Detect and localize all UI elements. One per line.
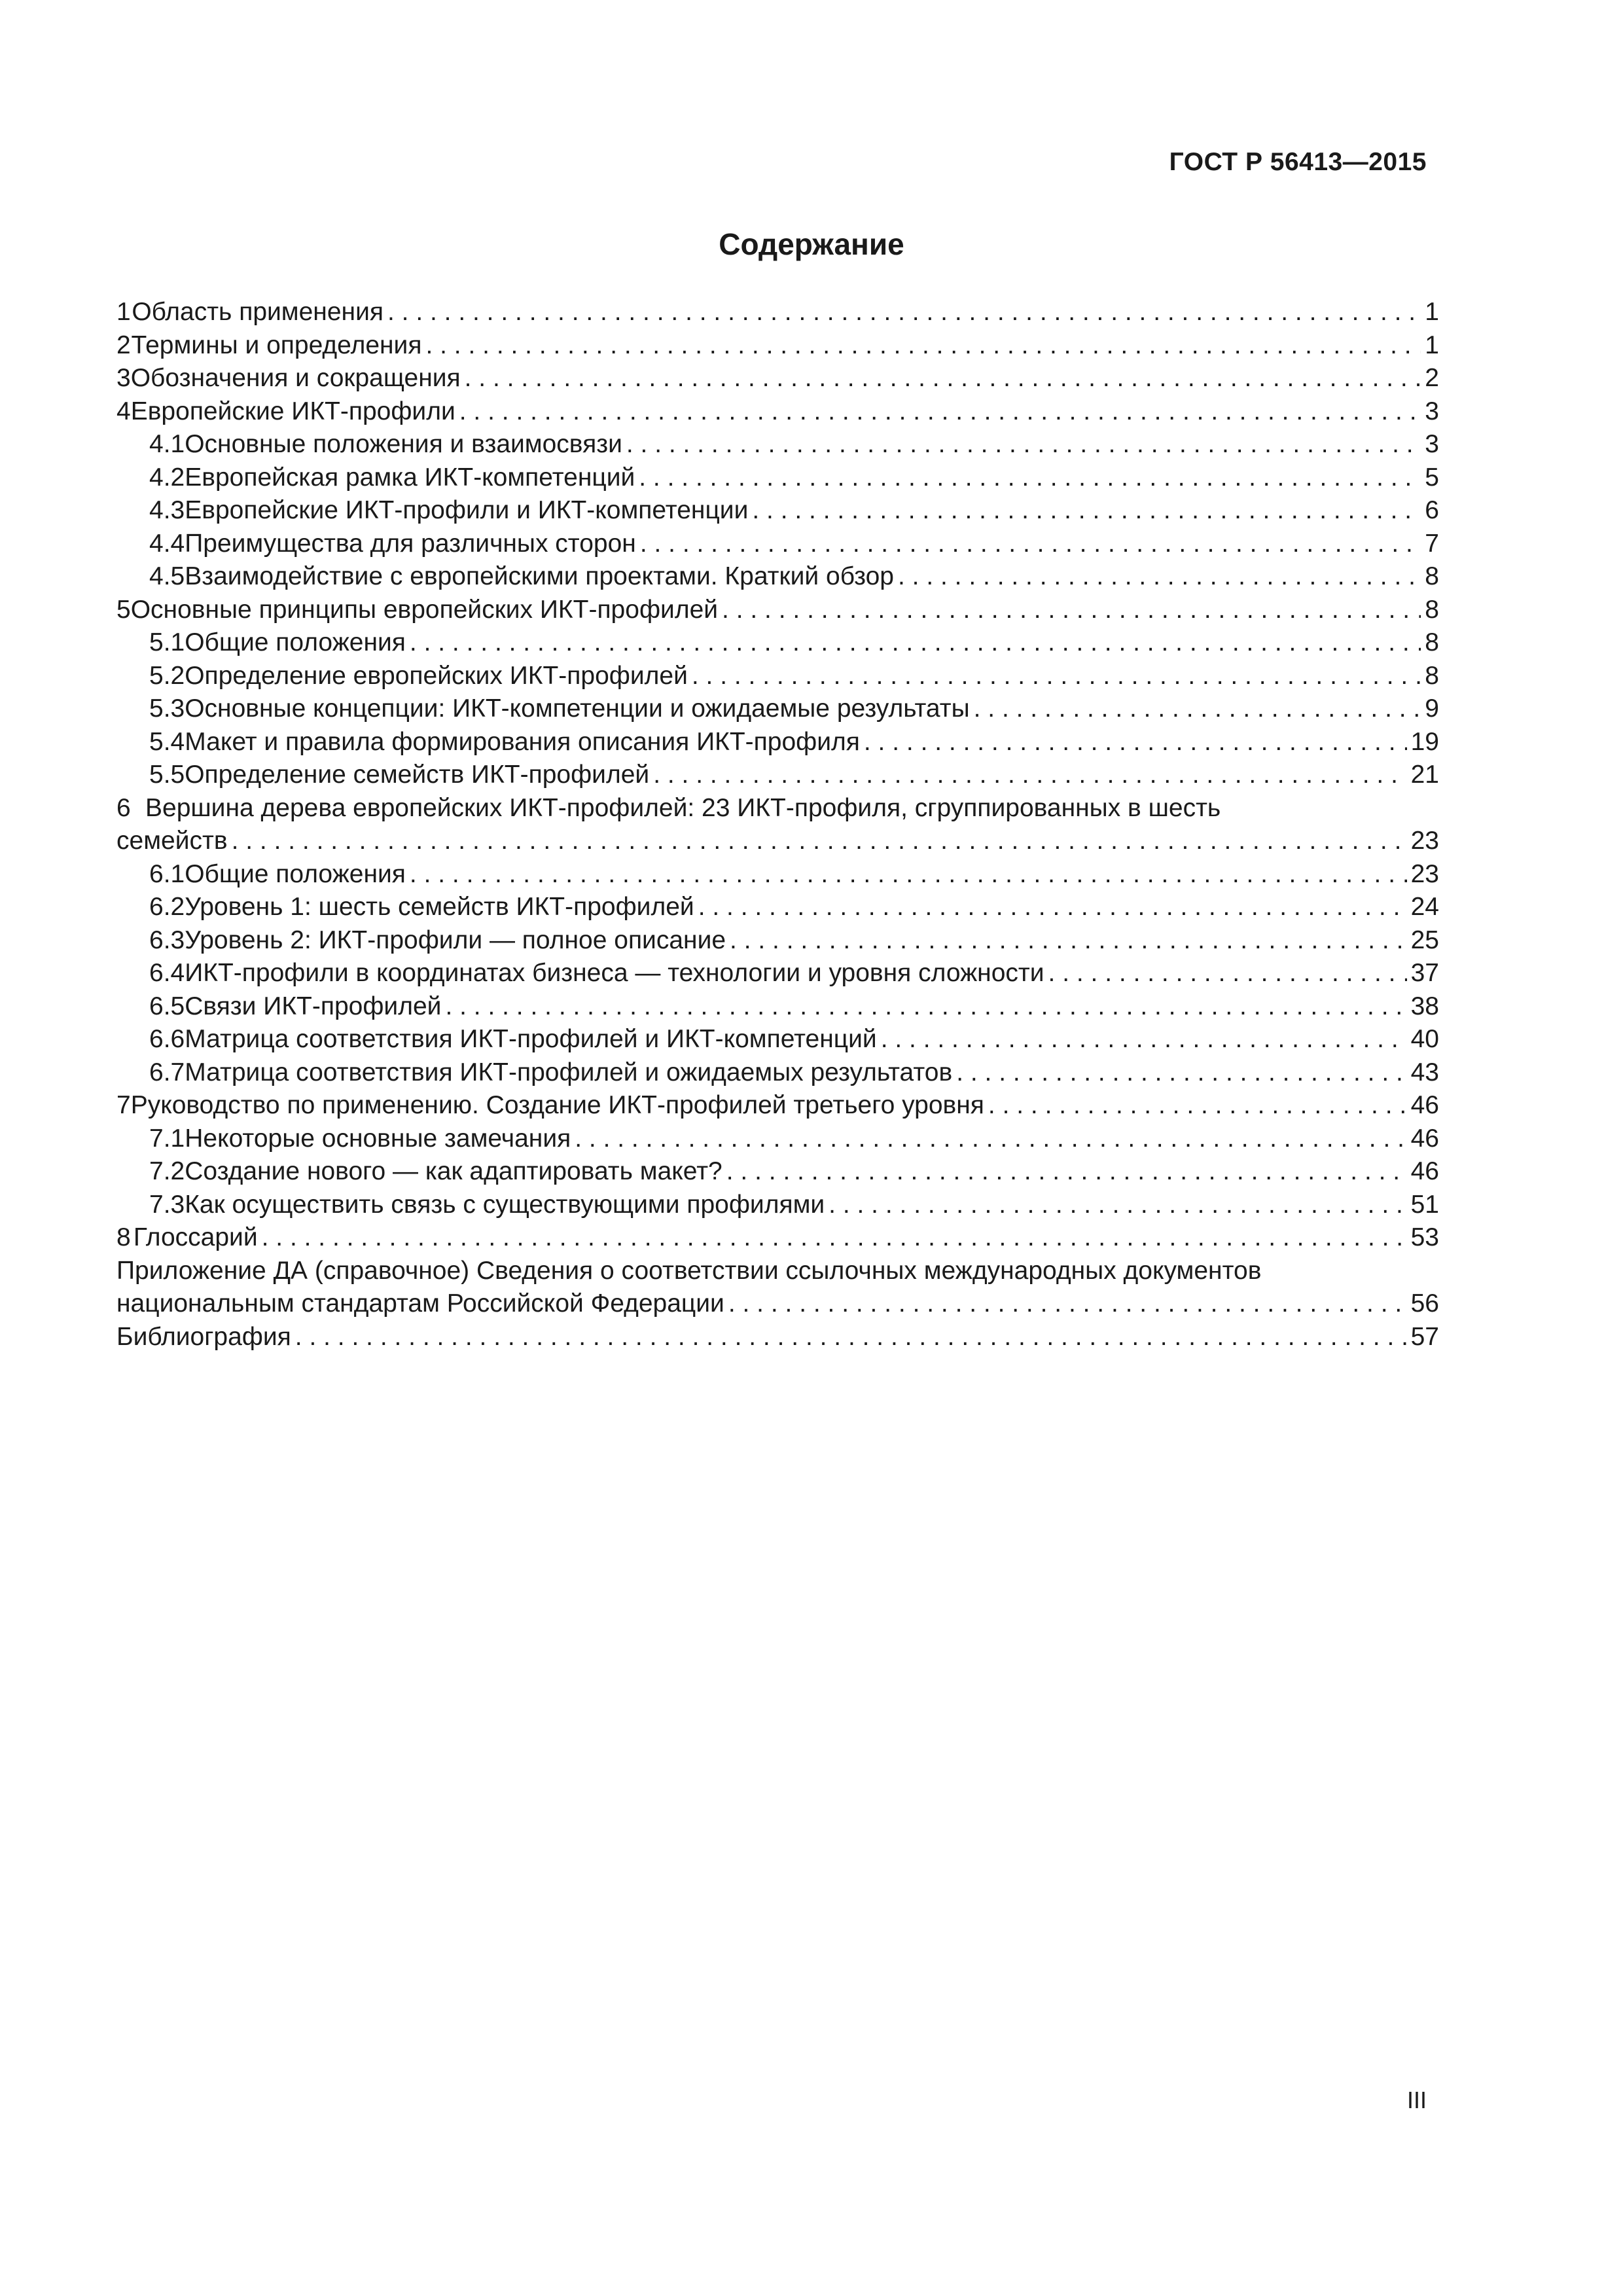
toc-leader-dots: [864, 726, 1407, 759]
toc-subentry[interactable]: [116, 990, 1439, 1024]
toc-entry-number: 5.2: [149, 661, 185, 690]
toc-entry[interactable]: [116, 1221, 1439, 1255]
toc-leader-dots: [988, 1089, 1407, 1122]
toc-leader-dots: [232, 825, 1407, 858]
toc-subentry[interactable]: [116, 692, 1439, 726]
toc-subentry[interactable]: [116, 428, 1439, 461]
toc-leader-dots: [445, 990, 1406, 1024]
toc-leader-dots: [575, 1122, 1406, 1156]
toc-entry-title: Общие положения: [185, 628, 406, 656]
toc-leader-dots: [626, 428, 1421, 461]
toc-entry-title: ИКТ-профили в координатах бизнеса — технологии и уровня сложности: [185, 959, 1044, 987]
toc-entry-number: 4.5: [149, 562, 185, 590]
toc-entry-number: 6.6: [149, 1025, 185, 1053]
toc-entry-page: 8: [1425, 628, 1439, 656]
toc-leader-dots: [829, 1189, 1406, 1222]
toc-entry-page: 7: [1425, 529, 1439, 558]
toc-entry-number: 7.1: [149, 1124, 185, 1153]
toc-entry-number: 6.3: [149, 925, 185, 954]
toc-entry-number: 1: [116, 298, 131, 326]
toc-entry-title: Взаимодействие с европейскими проектами. Краткий обзор: [185, 562, 894, 590]
toc-entry-number: 4.4: [149, 529, 185, 558]
toc-subentry[interactable]: [116, 1023, 1439, 1056]
toc-entry-title: Глоссарий: [133, 1223, 258, 1251]
toc-entry-page: 40: [1410, 1025, 1439, 1053]
toc-subentry[interactable]: [116, 1056, 1439, 1090]
toc-entry-page: 1: [1425, 298, 1439, 326]
toc-leader-dots: [410, 858, 1407, 891]
toc-entry-title: Обозначения и сокращения: [130, 364, 461, 392]
toc-entry-page: 56: [1410, 1289, 1439, 1318]
toc-leader-dots: [752, 494, 1421, 528]
toc-entry-title: Матрица соответствия ИКТ-профилей и ожидаемых результатов: [185, 1058, 953, 1086]
toc-entry[interactable]: [116, 792, 1439, 858]
toc-entry-title: Создание нового — как адаптировать макет?: [185, 1157, 722, 1185]
toc-entry-number: 6: [116, 793, 131, 822]
toc-bibliography-entry[interactable]: [116, 1321, 1439, 1354]
toc-entry-number: 5.4: [149, 727, 185, 756]
toc-leader-dots: [410, 626, 1421, 660]
toc-entry-title: Уровень 2: ИКТ-профили — полное описание: [185, 925, 726, 954]
toc-subentry[interactable]: [116, 1122, 1439, 1156]
toc-leader-dots: [653, 759, 1406, 792]
toc-entry-title: Руководство по применению. Создание ИКТ-профилей третьего уровня: [130, 1091, 984, 1119]
toc-entry-title: Европейские ИКТ-профили и ИКТ-компетенции: [185, 496, 749, 524]
toc-entry-page: 5: [1425, 463, 1439, 492]
toc-subentry[interactable]: [116, 759, 1439, 792]
toc-leader-dots: [459, 395, 1421, 429]
toc-entry-page: 46: [1410, 1091, 1439, 1119]
toc-leader-dots: [698, 891, 1407, 924]
toc-entry-title: Основные положения и взаимосвязи: [185, 430, 622, 458]
toc-subentry[interactable]: [116, 726, 1439, 759]
toc-leader-dots: [692, 660, 1421, 693]
toc-leader-dots: [639, 461, 1421, 495]
toc-entry-number: 5.3: [149, 694, 185, 723]
toc-entry[interactable]: [116, 296, 1439, 329]
toc-entry-title: Некоторые основные замечания: [185, 1124, 571, 1153]
toc-leader-dots: [956, 1056, 1406, 1090]
page-number: III: [1406, 2087, 1427, 2113]
toc-entry-page: 53: [1410, 1223, 1439, 1251]
toc-entry-title: Основные принципы европейских ИКТ-профилей: [130, 595, 719, 624]
toc-entry-title: Определение семейств ИКТ-профилей: [185, 761, 650, 789]
toc-subentry[interactable]: [116, 957, 1439, 990]
toc-leader-dots: [730, 924, 1407, 958]
toc-appendix-entry[interactable]: [116, 1255, 1439, 1321]
toc-subentry[interactable]: [116, 1189, 1439, 1222]
toc-entry-title-continued: национальным стандартам Российской Федерации: [116, 1289, 724, 1318]
toc-entry-page: 8: [1425, 562, 1439, 590]
toc-entry-page: 43: [1410, 1058, 1439, 1086]
toc-entry-number: 4: [116, 397, 131, 425]
toc-entry-page: 8: [1425, 595, 1439, 624]
toc-entry-title: Область применения: [132, 298, 383, 326]
toc-entry-title: Приложение ДА (справочное) Сведения о соответствии ссылочных международных документов: [116, 1256, 1262, 1285]
toc-entry-number: 3: [116, 364, 131, 392]
toc-entry[interactable]: [116, 594, 1439, 627]
toc-subentry[interactable]: [116, 891, 1439, 924]
toc-entry-number: 4.3: [149, 496, 185, 524]
toc-leader-dots: [387, 296, 1421, 329]
toc-entry-number: 4.2: [149, 463, 185, 492]
toc-entry-title: Уровень 1: шесть семейств ИКТ-профилей: [185, 893, 694, 921]
toc-entry-title: Основные концепции: ИКТ-компетенции и ожидаемые результаты: [185, 694, 970, 723]
document-code: ГОСТ Р 56413—2015: [1169, 148, 1427, 176]
toc-entry-title: Как осуществить связь с существующими профилями: [185, 1190, 825, 1219]
toc-entry-page: 19: [1410, 727, 1439, 756]
toc-entry-page: 3: [1425, 430, 1439, 458]
toc-entry-page: 23: [1410, 859, 1439, 888]
toc-entry-page: 8: [1425, 661, 1439, 690]
toc-entry-number: 5: [116, 595, 131, 624]
toc-subentry[interactable]: [116, 660, 1439, 693]
toc-entry-number: 8: [116, 1223, 131, 1251]
toc-entry-page: 38: [1410, 992, 1439, 1020]
toc-entry-title: Термины и определения: [131, 331, 422, 359]
toc-subentry[interactable]: [116, 494, 1439, 528]
toc-entry-title: Определение европейских ИКТ-профилей: [185, 661, 688, 690]
toc-entry-number: 2: [116, 331, 131, 359]
toc-entry-title: Макет и правила формирования описания ИКТ-профиля: [185, 727, 860, 756]
toc-entry-page: 37: [1410, 959, 1439, 987]
toc-leader-dots: [898, 560, 1421, 594]
toc-entry-number: 6.2: [149, 893, 185, 921]
toc-subentry[interactable]: [116, 858, 1439, 891]
table-of-contents: [116, 296, 1439, 1354]
toc-entry-page: 6: [1425, 496, 1439, 524]
toc-entry-page: 1: [1425, 331, 1439, 359]
toc-entry-number: 5.1: [149, 628, 185, 656]
toc-entry-title: Библиография: [116, 1322, 291, 1351]
toc-entry-number: 7: [116, 1091, 131, 1119]
toc-leader-dots: [726, 1155, 1407, 1189]
toc-entry[interactable]: [116, 329, 1439, 363]
toc-subentry[interactable]: [116, 924, 1439, 958]
toc-entry-page: 46: [1410, 1157, 1439, 1185]
toc-entry-title: Преимущества для различных сторон: [185, 529, 636, 558]
toc-entry-number: 6.4: [149, 959, 185, 987]
toc-entry-number: 6.7: [149, 1058, 185, 1086]
toc-subentry[interactable]: [116, 1155, 1439, 1189]
toc-entry-page: 9: [1425, 694, 1439, 723]
toc-leader-dots: [262, 1221, 1407, 1255]
toc-leader-dots: [640, 528, 1421, 561]
toc-entry-title: Вершина дерева европейских ИКТ-профилей: 23 ИКТ-профиля, сгруппированных в шесть: [145, 793, 1221, 822]
toc-entry-title: Европейские ИКТ-профили: [130, 397, 455, 425]
toc-entry-page: 23: [1410, 827, 1439, 855]
toc-entry[interactable]: [116, 395, 1439, 429]
toc-subentry[interactable]: [116, 626, 1439, 660]
toc-entry-title-continued: семейств: [116, 827, 228, 855]
toc-entry-page: 3: [1425, 397, 1439, 425]
toc-entry-number: 6.5: [149, 992, 185, 1020]
toc-leader-dots: [1048, 957, 1407, 990]
toc-entry-title: Европейская рамка ИКТ-компетенций: [185, 463, 635, 492]
toc-leader-dots: [974, 692, 1421, 726]
toc-leader-dots: [465, 362, 1421, 395]
toc-entry[interactable]: [116, 1089, 1439, 1122]
toc-entry-number: 5.5: [149, 761, 185, 789]
toc-entry-number: 4.1: [149, 430, 185, 458]
toc-subentry[interactable]: [116, 528, 1439, 561]
toc-title: Содержание: [719, 227, 904, 261]
toc-leader-dots: [881, 1023, 1407, 1056]
toc-entry-page: 21: [1410, 761, 1439, 789]
toc-entry-page: 24: [1410, 893, 1439, 921]
toc-entry-title: Связи ИКТ-профилей: [185, 992, 442, 1020]
toc-entry-page: 57: [1410, 1322, 1439, 1351]
toc-subentry[interactable]: [116, 560, 1439, 594]
toc-entry-number: 6.1: [149, 859, 185, 888]
toc-leader-dots: [425, 329, 1421, 363]
toc-leader-dots: [295, 1321, 1407, 1354]
toc-entry[interactable]: [116, 362, 1439, 395]
toc-entry-page: 25: [1410, 925, 1439, 954]
toc-entry-number: 7.2: [149, 1157, 185, 1185]
toc-subentry[interactable]: [116, 461, 1439, 495]
toc-leader-dots: [728, 1287, 1407, 1321]
toc-entry-page: 46: [1410, 1124, 1439, 1153]
toc-entry-page: 2: [1425, 364, 1439, 392]
toc-entry-number: 7.3: [149, 1190, 185, 1219]
toc-leader-dots: [722, 594, 1421, 627]
toc-entry-page: 51: [1410, 1190, 1439, 1219]
toc-entry-title: Общие положения: [185, 859, 406, 888]
toc-entry-title: Матрица соответствия ИКТ-профилей и ИКТ-компетенций: [185, 1025, 877, 1053]
